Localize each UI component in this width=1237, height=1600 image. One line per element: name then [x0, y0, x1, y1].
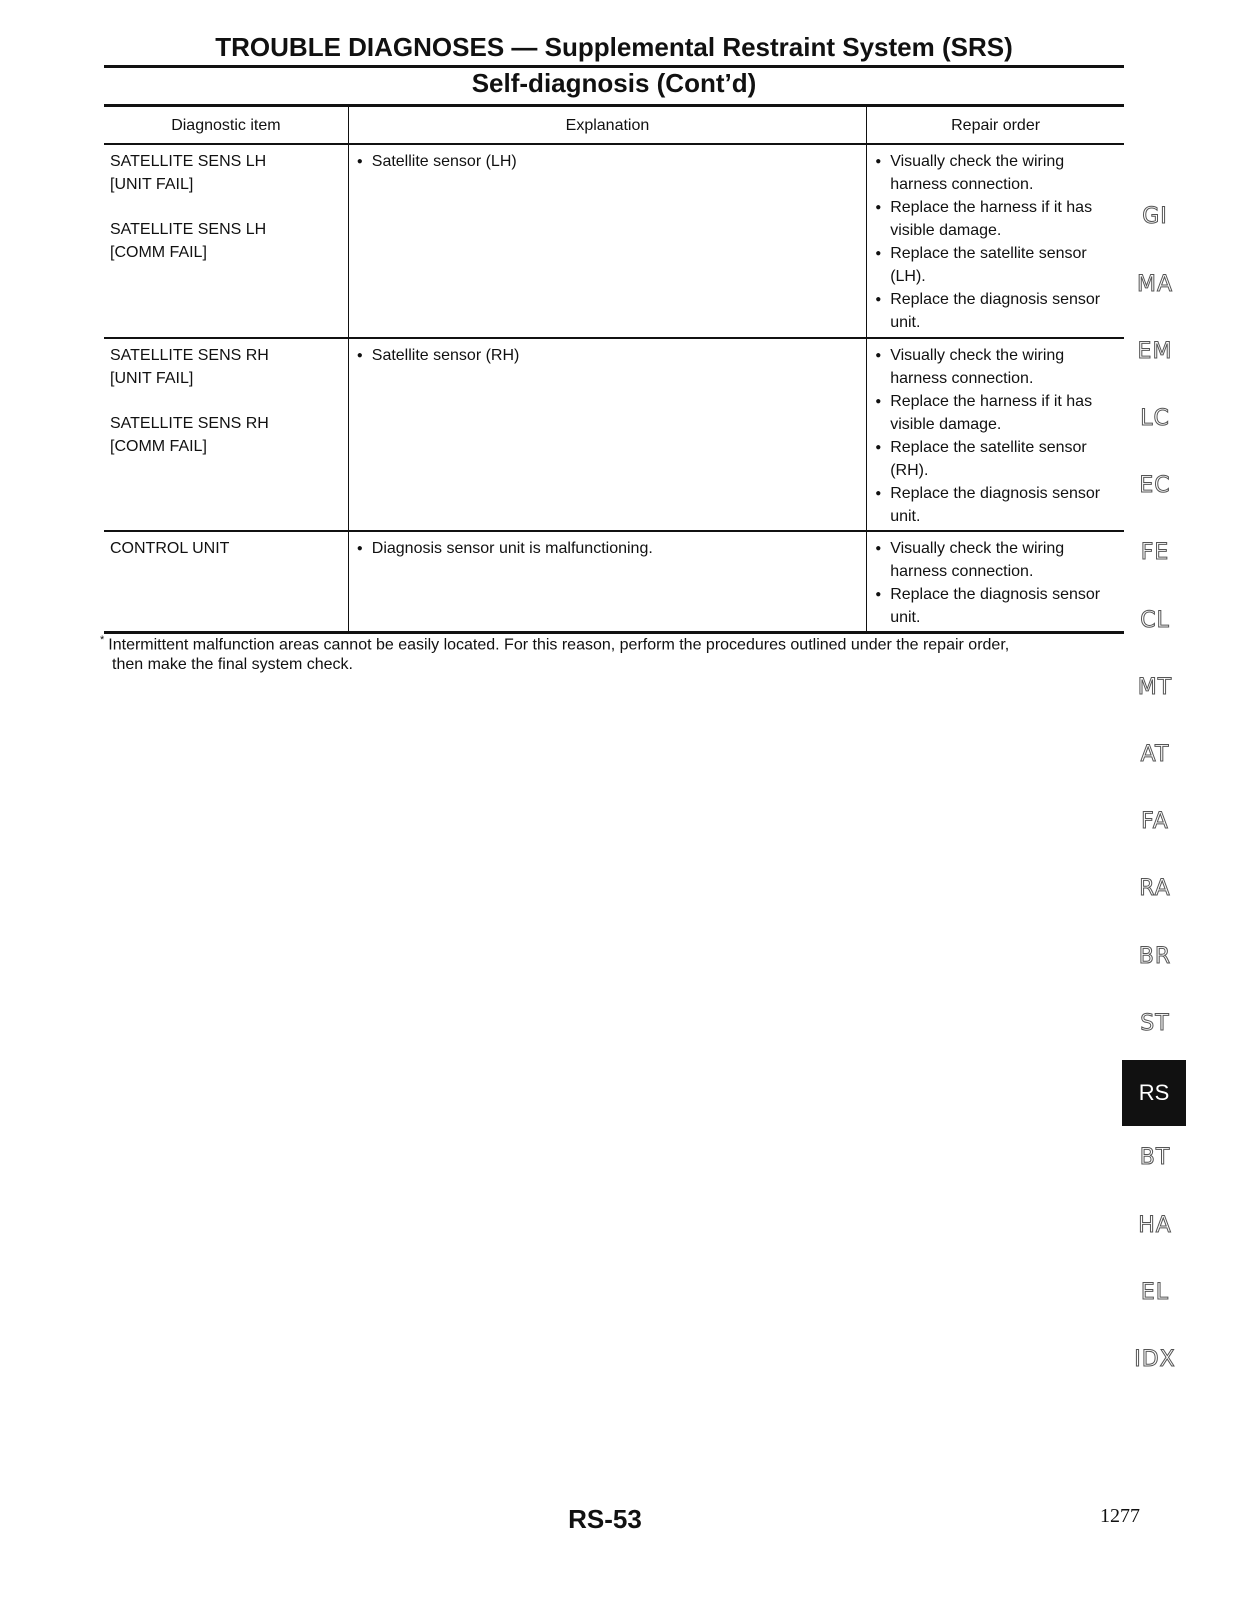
explanation-item: ● Satellite sensor (RH): [355, 344, 860, 367]
explanation-cell: [348, 531, 866, 633]
footnote-line-1: Intermittent malfunction areas cannot be easily located. For this reason, perform the procedures outlined under the repair order,: [108, 636, 1010, 654]
diagnostic-item: SATELLITE SENS RH [COMM FAIL]: [110, 415, 269, 455]
page-subtitle: Self-diagnosis (Cont’d): [471, 68, 757, 98]
diagnostic-item: SATELLITE SENS LH [UNIT FAIL]: [110, 153, 267, 193]
section-tab-el[interactable]: EL: [1140, 1280, 1170, 1305]
section-tab-bt[interactable]: BT: [1139, 1145, 1171, 1170]
section-tab-st[interactable]: ST: [1140, 1011, 1170, 1036]
repair-step: ● Visually check the wiring harness connection.: [873, 537, 1118, 583]
section-tab-lc[interactable]: LC: [1140, 406, 1170, 431]
section-tab-idx[interactable]: IDX: [1134, 1347, 1176, 1372]
diagnostic-item-cell: [104, 338, 348, 531]
table-row: [104, 144, 1124, 338]
section-tab-ha[interactable]: HA: [1138, 1213, 1172, 1238]
repair-step: ● Replace the satellite sensor (RH).: [873, 436, 1118, 482]
section-tab-cl[interactable]: CL: [1140, 608, 1170, 633]
explanation-cell: [348, 144, 866, 338]
section-tab-br[interactable]: BR: [1138, 944, 1172, 969]
diagnosis-table: [104, 104, 1124, 634]
section-tab-ra[interactable]: RA: [1139, 876, 1171, 901]
page-code: RS-53: [568, 1504, 642, 1534]
section-tab-mt[interactable]: MT: [1137, 675, 1173, 700]
column-header-explanation: Explanation: [348, 106, 866, 145]
footnote: [100, 630, 1110, 675]
repair-step: ● Replace the harness if it has visible damage.: [873, 196, 1118, 242]
repair-step: ● Replace the diagnosis sensor unit.: [873, 482, 1118, 528]
repair-order-cell: [867, 144, 1124, 338]
diagnostic-item-cell: [104, 531, 348, 633]
diagnostic-item: SATELLITE SENS LH [COMM FAIL]: [110, 221, 267, 261]
explanation-item: ● Diagnosis sensor unit is malfunctioning.: [355, 537, 860, 560]
diagnostic-item: CONTROL UNIT: [110, 540, 230, 557]
footnote-line-2: then make the final system check.: [112, 656, 353, 674]
repair-step: ● Replace the diagnosis sensor unit.: [873, 288, 1118, 334]
section-title: TROUBLE DIAGNOSES — Supplemental Restraint System (SRS): [215, 32, 1013, 62]
section-tab-ec[interactable]: EC: [1139, 473, 1171, 498]
explanation-item: ● Satellite sensor (LH): [355, 150, 860, 173]
explanation-cell: [348, 338, 866, 531]
section-tab-em[interactable]: EM: [1137, 339, 1173, 364]
table-row: [104, 531, 1124, 633]
repair-step: ● Visually check the wiring harness connection.: [873, 344, 1118, 390]
section-tab-at[interactable]: AT: [1140, 742, 1170, 767]
repair-step: ● Replace the diagnosis sensor unit.: [873, 583, 1118, 629]
diagnostic-item: SATELLITE SENS RH [UNIT FAIL]: [110, 347, 269, 387]
repair-order-cell: [867, 338, 1124, 531]
table-header-row: [104, 106, 1124, 145]
section-tab-fe[interactable]: FE: [1140, 540, 1170, 565]
column-header-diagnostic-item: Diagnostic item: [104, 106, 348, 145]
section-tab-fa[interactable]: FA: [1141, 809, 1169, 834]
table-row: [104, 338, 1124, 531]
section-tab-ma[interactable]: MA: [1136, 272, 1174, 297]
page-number: 1277: [1100, 1505, 1140, 1527]
footnote-mark: *: [100, 634, 105, 646]
diagnostic-item-cell: [104, 144, 348, 338]
section-tab-rs-active[interactable]: RS: [1122, 1060, 1186, 1126]
section-tab-gi[interactable]: GI: [1142, 204, 1168, 229]
repair-step: ● Visually check the wiring harness connection.: [873, 150, 1118, 196]
repair-step: ● Replace the satellite sensor (LH).: [873, 242, 1118, 288]
repair-step: ● Replace the harness if it has visible damage.: [873, 390, 1118, 436]
repair-order-cell: [867, 531, 1124, 633]
column-header-repair-order: Repair order: [867, 106, 1124, 145]
